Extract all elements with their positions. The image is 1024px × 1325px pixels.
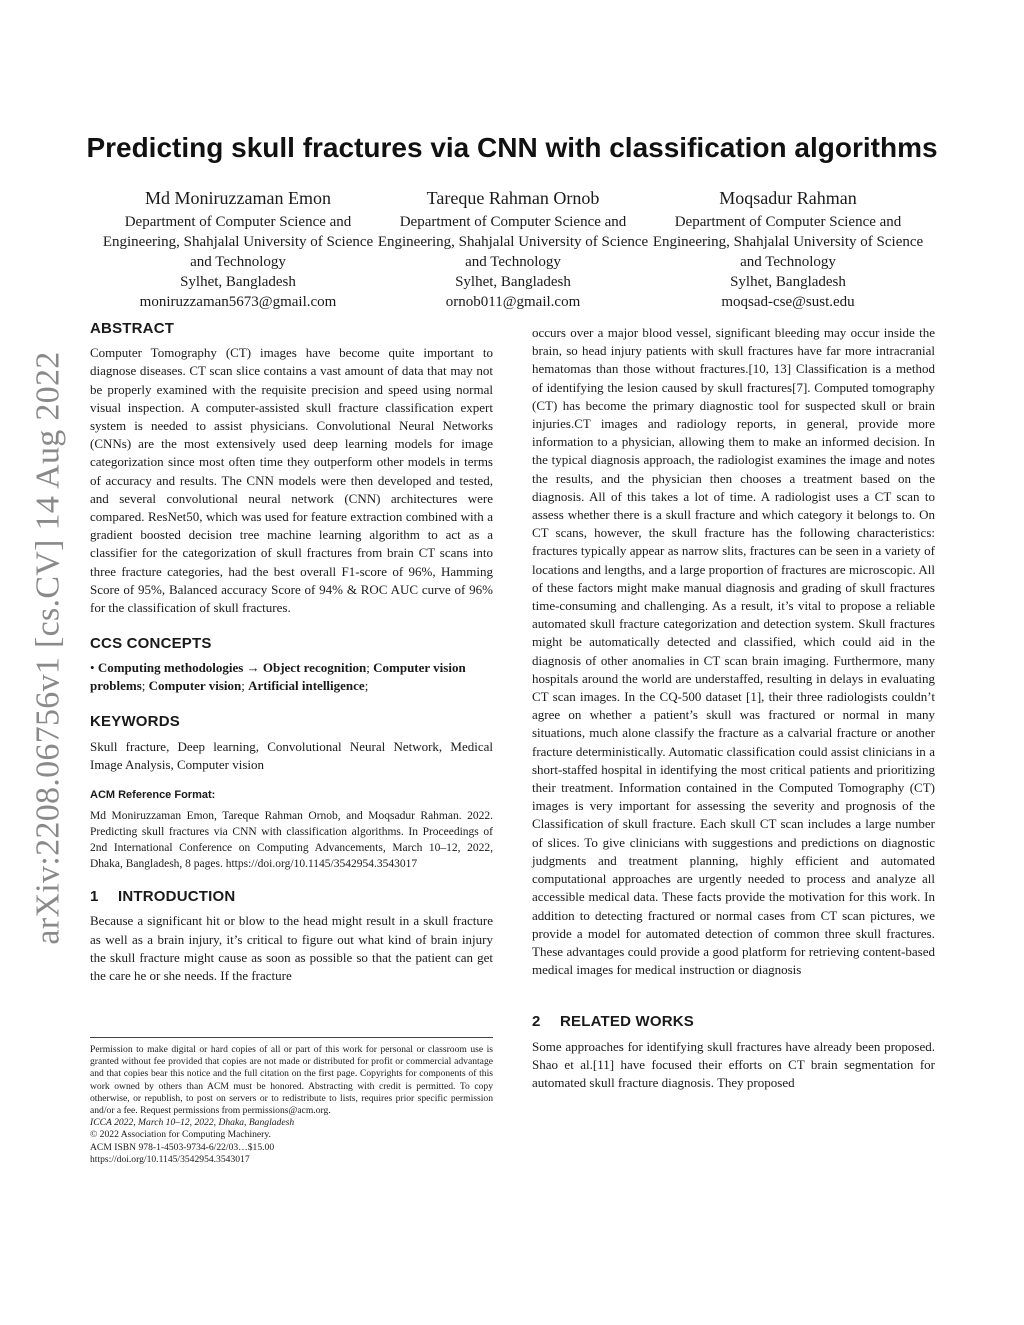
introduction-text-left: Because a significant hit or blow to the head might result in a skull fracture as well as a brain injury, it’s critical to figure out what kind of brain injury the skull fracture might cause as soon as possible so that the patient can get the care he or she needs. If the fracture [90,913,493,984]
ccs-arrow: → [246,660,260,676]
author-name: Tareque Rahman Ornob [426,188,600,208]
ccs-separator: ; [141,678,146,694]
keywords-heading: KEYWORDS [90,713,180,731]
left-column [90,320,493,985]
author-name: Md Moniruzzaman Emon [145,188,331,208]
right-column [532,324,935,1092]
ccs-concepts [90,659,493,695]
ccs-term: Computer vision [148,678,242,694]
abstract-text: Computer Tomography (CT) images have become quite important to diagnose diseases. CT scan slice contains a vast amount of data that may not be properly examined with the requisite precision and speed using normal visual inspection. A computer-assisted skull fracture classification expert system is needed to assist physicians. Convolutional Neural Networks (CNNs) are the most extensively used deep learning models for image categorization since most often time they outperform other models in terms of accuracy and results. The CNN models were then developed and tested, and several convolutional neural network (CNN) architectures were compared. ResNet50, which was used for feature extraction combined with a gradient boosted decision tree machine learning algorithm to act as a classifier for the categorization of skull fractures from brain CT scans into three fracture categories, had the best overall F1-score of 96%, Hamming Score of 95%, Balanced accuracy Score of 94% & ROC AUC curve of 96% for the classification of skull fractures. [90,345,493,616]
ccs-term: Artificial intelligence [248,678,365,694]
author-location: Sylhet, Bangladesh [455,274,571,290]
author-email[interactable]: moqsad-cse@sust.edu [721,294,855,310]
section-number: 2 [532,1013,541,1031]
author-location: Sylhet, Bangladesh [180,274,296,290]
section-title: RELATED WORKS [560,1013,694,1031]
author-block-2 [373,186,653,312]
conference-line: ICCA 2022, March 10–12, 2022, Dhaka, Bangladesh [90,1117,295,1129]
ccs-bullet: • [90,660,95,676]
ccs-separator: ; [366,660,370,676]
section-number: 1 [90,888,99,906]
abstract-heading: ABSTRACT [90,320,175,337]
author-email[interactable]: ornob011@gmail.com [445,294,581,310]
ccs-heading: CCS CONCEPTS [90,635,212,653]
author-name: Moqsadur Rahman [719,188,857,208]
related-works-heading [532,1013,935,1031]
keywords-text: Skull fracture, Deep learning, Convolutional Neural Network, Medical Image Analysis, Computer vision [90,738,493,772]
arxiv-id: arXiv:2208.06756v1 [cs.CV] 14 Aug 2022 [30,350,68,945]
ccs-separator: ; [364,678,369,694]
acm-reference-heading: ACM Reference Format: [90,789,216,802]
author-affiliation: Department of Computer Science and Engineering, Shahjalal University of Science and Technology [102,214,374,270]
copyright-line: © 2022 Association for Computing Machinery. [90,1129,271,1141]
section-title: INTRODUCTION [118,888,236,906]
isbn-line: ACM ISBN 978-1-4503-9734-6/22/03…$15.00 [90,1141,275,1153]
author-affiliation: Department of Computer Science and Engineering, Shahjalal University of Science and Technology [377,214,649,270]
author-affiliation: Department of Computer Science and Engineering, Shahjalal University of Science and Technology [652,214,924,270]
arxiv-sidebar-stamp [30,345,68,950]
acm-reference-text: Md Moniruzzaman Emon, Tareque Rahman Ornob, and Moqsadur Rahman. 2022. Predicting skull fractures via CNN with classification algorithms. In Proceedings of 2nd International Conference on Computing Advancements, March 10–12, 2022, Dhaka, Bangladesh, 8 pages. https://doi.org/10.1145/3542954.3543017 [90,810,493,871]
introduction-text-right: occurs over a major blood vessel, significant bleeding may occur inside the brain, so head injury patients with skull fractures have far more intracranial hematomas than those without fractures.[10, 13] Classification is a method of identifying the lesion caused by skull fractures[7]. Computed tomography (CT) has become the primary diagnostic tool for suspected skull or brain injuries.CT images and radiology reports, in general, provide more information to a physician, allowing them to make an informed decision. In the typical diagnosis approach, the radiologist examines the image and notes the results, and the physician then chooses a treatment based on the diagnosis. All of this takes a lot of time. A radiologist uses a CT scan to assess whether there is a skull fracture and which category it belongs to. On CT scans, however, the skull fracture has the following characteristics: fractures typically appear as narrow slits, fractures can be seen in a variety of locations and lengths, and a large proportion of fractures are microscopic. All of these factors might make manual diagnosis and grading of skull fractures time-consuming and challenging. As a result, it’s vital to propose a reliable automated skull fracture categorization and detection system. Skull fractures might be automatically detected and classified, which could aid in the diagnosis of other anomalies in CT scan brain imaging. Furthermore, many hospitals around the world are understaffed, resulting in delays in evaluating CT scan images. In the CQ-500 dataset [1], their three radiologists couldn’t agree on whether a patient’s skull was fractured or normal in many situations, much alone classify the fracture as a calvarial fracture or another fracture deterministically. Automatic classification could assist clinicians in a short-staffed hospital in identifying the most critical patients and prioritizing their treatment. Information contained in the Computed Tomography (CT) images is very important for assessing the severity and prognosis of the Classification of skull fracture. Each skull CT scan includes a large number of slices. To give clinicians with suggestions and predictions on diagnostic judgments and treatment planning, highly efficient and automated computational approaches are urgently needed to process and analyze all accessible medical data. These facts provide the motivation for this work. In addition to detecting fractured or normal cases from CT scan pictures, we provide a model for automated detection of common three skull fractures. These advantages could provide a good platform for retrieving content-based medical images for medical instruction or diagnosis [532,325,935,978]
ccs-term: Object recognition [262,660,367,676]
introduction-heading [90,888,493,906]
ccs-term: Computer vision problems [90,660,466,694]
permission-footnote [90,1037,493,1166]
author-block-1 [98,186,378,312]
author-block-3 [648,186,928,312]
related-works-text: Some approaches for identifying skull fractures have already been proposed. Shao et al.[11] have focused their efforts on CT brain segmentation for automated skull fracture diagnosis. They proposed [532,1038,935,1090]
ccs-term: Computing methodologies [97,660,244,676]
author-email[interactable]: moniruzzaman5673@gmail.com [139,294,337,310]
doi-link[interactable]: https://doi.org/10.1145/3542954.3543017 [90,1153,250,1165]
author-location: Sylhet, Bangladesh [730,274,846,290]
ccs-separator: ; [241,678,245,694]
paper-title: Predicting skull fractures via CNN with classification algorithms [86,132,938,163]
permission-text: Permission to make digital or hard copies of all or part of this work for personal or classroom use is granted without fee provided that copies are not made or distributed for profit or commercial advantage and that copies bear this notice and the full citation on the first page. Copyrights for components of this work owned by others than ACM must be honored. Abstracting with credit is permitted. To copy otherwise, or republish, to post on servers or to redistribute to lists, requires prior specific permission and/or a fee. Request permissions from permissions@acm.org. [90,1044,493,1117]
